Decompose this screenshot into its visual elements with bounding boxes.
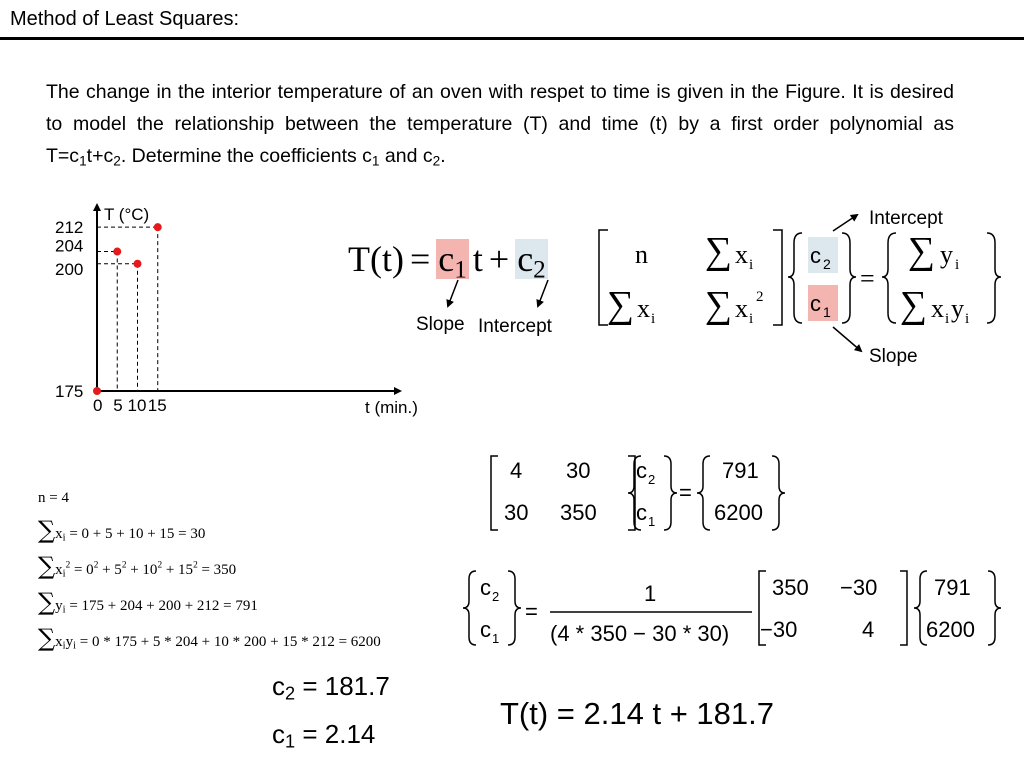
sum-y-line: $\sum y_i = 175 + 204 + 200 + 212 = 791$ — [38, 588, 258, 616]
x-tick-label: 10 — [127, 396, 147, 415]
subscript: 1 — [371, 153, 380, 169]
left-brace — [697, 456, 710, 530]
b2: 6200 — [926, 617, 975, 642]
problem-statement — [46, 76, 954, 172]
var-y: y — [940, 240, 953, 269]
b1: 791 — [934, 575, 971, 600]
sub-i: i — [955, 257, 960, 273]
sigma: ∑ — [705, 284, 733, 326]
problem-text-part: . Determine the coefficients c — [120, 145, 372, 167]
intercept-arrow — [833, 215, 857, 231]
sub-2: 2 — [492, 589, 500, 604]
sup-2: 2 — [756, 289, 764, 305]
y-tick-label: 204 — [55, 236, 84, 256]
slide-title: Method of Least Squares: — [10, 8, 240, 30]
right-brace — [842, 233, 856, 323]
x-tick-label: 15 — [147, 396, 167, 415]
subscript: 1 — [79, 153, 87, 169]
var-c: c — [480, 617, 491, 642]
var-c: c — [636, 500, 647, 525]
fraction-numerator: 1 — [644, 581, 657, 606]
plus-sign: + — [488, 239, 510, 279]
a11: 4 — [510, 458, 523, 483]
c2-result: $c_2 = 181.7$ — [272, 671, 390, 704]
var-x: x — [735, 294, 748, 323]
m22: 4 — [862, 617, 875, 642]
problem-text-part: t+c — [86, 145, 114, 167]
equals-sign: = — [525, 599, 538, 624]
slope-arrow — [833, 327, 861, 351]
c1-result: $c_1 = 2.14$ — [272, 719, 376, 752]
sub-2: 2 — [823, 256, 831, 272]
subscript: 2 — [285, 683, 296, 704]
coefficient-results — [272, 662, 390, 758]
solution-formula — [462, 565, 1002, 655]
slope-label: Slope — [416, 314, 465, 335]
sum-x2-term: = 0 — [73, 562, 94, 578]
a22: 350 — [560, 500, 597, 525]
sub-i: i — [749, 257, 754, 273]
m12: −30 — [840, 575, 878, 600]
sub-i: i — [945, 311, 950, 327]
y-axis-label: T (°C) — [104, 205, 150, 224]
temperature-time-chart — [40, 195, 460, 425]
var-c: c — [810, 243, 821, 268]
sum-x2-term: + 5 — [98, 562, 122, 578]
c2-value: = 181.7 — [302, 671, 390, 701]
var-c: c — [636, 458, 647, 483]
sum-computations — [38, 482, 381, 658]
left-bracket — [491, 456, 498, 530]
sub-2: 2 — [648, 472, 656, 487]
sum-x-line: $\sum x_i = 0 + 5 + 10 + 15 = 30$ — [38, 516, 206, 544]
m11: 350 — [772, 575, 809, 600]
sum-x-value: = 0 + 5 + 10 + 15 = 30 — [69, 526, 206, 542]
left-brace-rhs — [882, 233, 896, 323]
subscript: 1 — [454, 256, 467, 284]
sigma: ∑ — [900, 284, 928, 326]
subscript: 2 — [533, 256, 546, 284]
subscript: 2 — [113, 153, 121, 169]
coef-letter: c — [438, 239, 455, 279]
right-brace — [664, 456, 677, 530]
sub-1: 1 — [823, 304, 831, 320]
n-line: n = 4 — [38, 490, 69, 506]
subscript: 1 — [285, 731, 296, 752]
var-x: x — [931, 294, 944, 323]
title-divider — [0, 37, 1024, 40]
y-tick-label: 200 — [55, 259, 84, 279]
x-tick-label: 0 — [93, 396, 103, 415]
data-point — [134, 260, 142, 268]
sigma: ∑ — [607, 284, 635, 326]
b1: 791 — [722, 458, 759, 483]
subscript: 2 — [432, 153, 441, 169]
data-point — [154, 223, 162, 231]
numeric-system — [488, 450, 788, 536]
y-tick-label: 175 — [55, 382, 84, 401]
normal-equation-matrix — [595, 205, 1024, 375]
right-brace — [508, 571, 521, 645]
left-brace — [463, 571, 476, 645]
sigma: ∑ — [705, 230, 733, 272]
fraction-denominator: (4 * 350 − 30 * 30) — [550, 621, 730, 646]
var-c: c — [480, 575, 491, 600]
x-tick-label: 5 — [113, 396, 123, 415]
a21: 30 — [504, 500, 529, 525]
sub-i: i — [965, 311, 970, 327]
sub-1: 1 — [648, 514, 656, 529]
var-x: x — [637, 294, 650, 323]
x-axis-label: t (min.) — [365, 398, 418, 417]
left-brace — [788, 233, 802, 323]
sigma: ∑ — [908, 230, 936, 272]
problem-text-main: The change in the interior temperature of an oven with respet to time is given in the Figure. It is desired to model the relationship between the temperature (T) and time (t) by a first order polynomial as T=c — [46, 81, 954, 167]
intercept-arrow — [538, 280, 548, 306]
model-lhs: T(t) — [348, 239, 404, 279]
equals-sign: = — [409, 239, 431, 279]
sub-i: i — [749, 311, 754, 327]
sum-x2-line: $\sum x_i^2 = 0^2 + 5^2 + 10^2 + 15^2 = 350$ — [38, 552, 237, 580]
sum-x2-term: + 10 — [126, 562, 158, 578]
sum-xy-line: $\sum x_iy_i = 0 * 175 + 5 * 204 + 10 * 200 + 15 * 212 = 6200$ — [38, 624, 381, 652]
equals-sign: = — [679, 480, 692, 505]
model-annotation-arrows — [410, 270, 590, 320]
matrix-n: n — [635, 240, 648, 269]
problem-text-part: and c — [379, 145, 433, 167]
sum-x2-term: = 350 — [197, 562, 237, 578]
equals-sign: = — [860, 264, 875, 293]
sum-x2-term: + 15 — [162, 562, 194, 578]
sum-xy-value: = 0 * 175 + 5 * 204 + 10 * 200 + 15 * 212 = 6200 — [79, 634, 381, 650]
var-y: y — [951, 294, 964, 323]
model-t: t — [472, 239, 483, 279]
right-brace — [772, 456, 785, 530]
m21: −30 — [760, 617, 798, 642]
a12: 30 — [566, 458, 591, 483]
right-bracket — [773, 230, 782, 325]
intercept-label: Intercept — [478, 316, 552, 337]
data-point — [93, 387, 101, 395]
slope-label: Slope — [869, 346, 918, 367]
right-brace — [988, 571, 1001, 645]
final-model: T(t) = 2.14 t + 181.7 — [500, 696, 774, 731]
data-point — [113, 248, 121, 256]
b2: 6200 — [714, 500, 763, 525]
right-bracket — [900, 571, 907, 645]
sub-i: i — [651, 311, 656, 327]
problem-text-part: . — [440, 145, 446, 167]
sum-y-value: = 175 + 204 + 200 + 212 = 791 — [69, 598, 258, 614]
var-c: c — [810, 291, 821, 316]
slope-arrow — [448, 280, 458, 306]
coef-letter: c — [517, 239, 534, 279]
sub-1: 1 — [492, 631, 500, 646]
right-brace-rhs — [987, 233, 1001, 323]
c1-value: = 2.14 — [302, 719, 376, 749]
y-tick-label: 212 — [55, 218, 84, 238]
var-x: x — [735, 240, 748, 269]
intercept-label: Intercept — [869, 208, 943, 229]
